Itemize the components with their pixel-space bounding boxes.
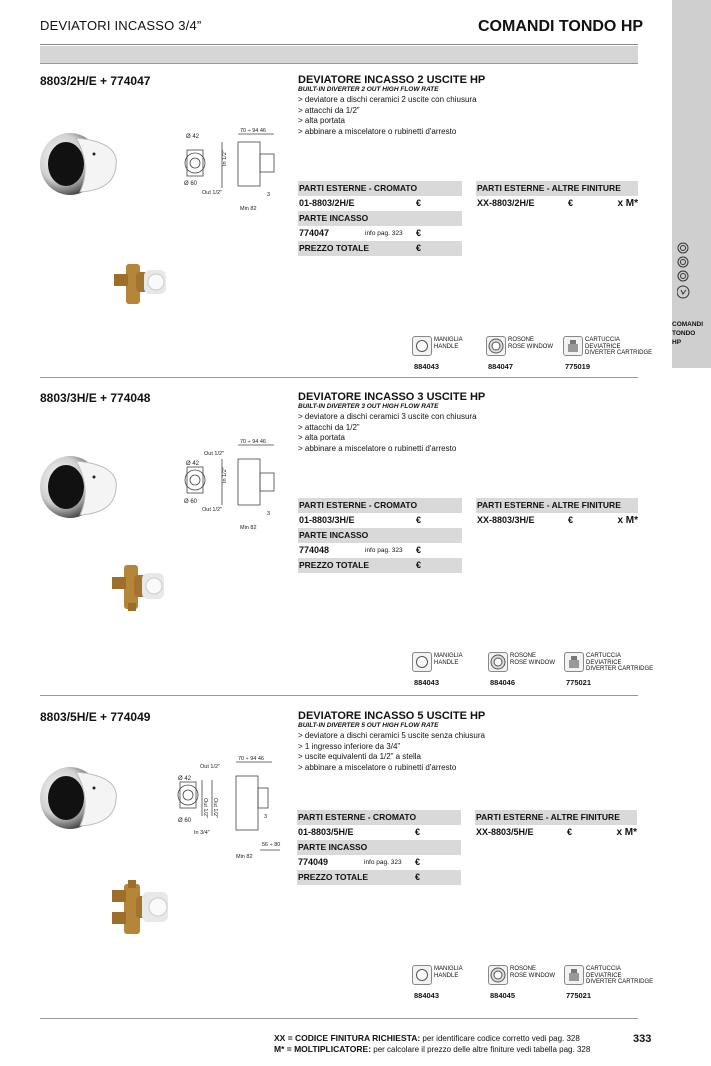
dim-label: Out 1/2" bbox=[202, 190, 222, 196]
dim-label: Out 1/2" bbox=[212, 798, 218, 818]
technical-drawing bbox=[182, 128, 282, 214]
product-features: > deviatore a dischi ceramici 5 uscite senza chiusura > 1 ingresso inferiore da 3/4” > uscite equivalenti da 1/2” a stella > abbinare a miscelatore o rubinetti d'arresto bbox=[298, 731, 485, 772]
handle-image bbox=[36, 762, 122, 832]
product-features: > deviatore a dischi ceramici 2 uscite con chiusura > attacchi da 1/2” > alta portata > abbinare a miscelatore o rubinetti d'arresto bbox=[298, 95, 477, 136]
header-divider bbox=[40, 44, 638, 45]
legend-key: M* bbox=[274, 1044, 285, 1054]
side-tab-icons bbox=[677, 242, 689, 307]
accessory-code: 884046 bbox=[490, 678, 516, 687]
builtin-body-image bbox=[108, 563, 170, 613]
dim-label: Ø 42 bbox=[186, 134, 200, 140]
price-euro: € bbox=[416, 198, 422, 208]
other-finish-code: XX-8803/3H/E bbox=[477, 515, 535, 525]
accessory-code: 775021 bbox=[566, 678, 592, 687]
price-euro: € bbox=[416, 515, 422, 525]
info-link[interactable]: info pag. 323 bbox=[365, 547, 403, 554]
dim-label: Ø 42 bbox=[186, 461, 200, 467]
total-label: PREZZO TOTALE bbox=[299, 243, 370, 253]
cartridge-icon bbox=[568, 655, 580, 669]
dim-label: Out 1/2" bbox=[202, 798, 208, 818]
price-euro: € bbox=[416, 545, 422, 555]
dim-label: In 1/2" bbox=[222, 467, 228, 483]
handle-icon bbox=[415, 339, 429, 353]
accessory-code: 884047 bbox=[488, 362, 514, 371]
accessory-code: 775021 bbox=[566, 991, 592, 1000]
side-tab-label: COMANDI TONDO HP bbox=[672, 321, 704, 346]
dim-label: 3 bbox=[264, 814, 268, 820]
page-title: COMANDI TONDO HP bbox=[478, 18, 644, 35]
multiplier: x M* bbox=[617, 198, 638, 209]
dim-label: 3 bbox=[267, 192, 271, 198]
product-features: > deviatore a dischi ceramici 3 uscite con chiusura > attacchi da 1/2” > alta portata > abbinare a miscelatore o rubinetti d'arresto bbox=[298, 412, 477, 453]
product-subtitle: BUILT-IN DIVERTER 2 OUT HIGH FLOW RATE bbox=[298, 86, 439, 93]
table-header: PARTI ESTERNE - CROMATO bbox=[298, 812, 417, 822]
table-header: PARTE INCASSO bbox=[299, 213, 369, 223]
accessory-code: 775019 bbox=[565, 362, 591, 371]
product-subtitle: BUILT-IN DIVERTER 5 OUT HIGH FLOW RATE bbox=[298, 722, 439, 729]
price-euro: € bbox=[568, 515, 574, 525]
table-header: PARTE INCASSO bbox=[299, 530, 369, 540]
other-finish-code: XX-8803/2H/E bbox=[477, 198, 535, 208]
price-euro: € bbox=[415, 857, 421, 867]
price-euro: € bbox=[567, 827, 573, 837]
dim-label: Min 82 bbox=[236, 854, 253, 860]
table-header: PARTI ESTERNE - ALTRE FINITURE bbox=[477, 500, 621, 510]
dim-label: 3 bbox=[267, 511, 271, 517]
chrome-code: 01-8803/5H/E bbox=[298, 827, 354, 837]
footer-divider bbox=[40, 1018, 638, 1019]
dim-label: 56 ÷ 80 bbox=[262, 842, 281, 848]
table-header: PARTI ESTERNE - ALTRE FINITURE bbox=[476, 812, 620, 822]
chrome-price-table bbox=[297, 810, 461, 885]
rose-icon bbox=[490, 967, 506, 983]
table-header: PARTI ESTERNE - CROMATO bbox=[299, 500, 418, 510]
price-euro: € bbox=[416, 560, 422, 570]
legend-label: = CODICE FINITURA RICHIESTA: bbox=[285, 1033, 421, 1043]
dim-label: Ø 60 bbox=[184, 181, 198, 187]
accessory-code: 884043 bbox=[414, 362, 440, 371]
side-tab[interactable] bbox=[672, 0, 711, 368]
price-euro: € bbox=[415, 872, 421, 882]
dim-label: Min 82 bbox=[240, 525, 257, 531]
legend-key: XX bbox=[274, 1033, 286, 1043]
info-link[interactable]: info pag. 323 bbox=[364, 859, 402, 866]
chrome-price-table bbox=[298, 181, 462, 256]
info-link[interactable]: info pag. 323 bbox=[365, 230, 403, 237]
dim-label: Min 82 bbox=[240, 206, 257, 212]
product-section: 8803/3H/E + 774048 DEVIATORE INCASSO 3 USCITE HP BUILT-IN DIVERTER 3 OUT HIGH FLOW RATE > deviatore a dischi ceramici 3 uscite con chiusura > attacchi da 1/2” > alta portata > abbinare a miscelatore o rubinetti d'arresto Ø 42 Ø 60 70 ÷ 94 46 Out 1/2" Out 1/2" In 1/2" Min 82 3 PARTI ESTERNE - CROMATO 01-8803/3H/E € PARTE INCASSO 774048 info pag. 323 € PREZZO TOTALE € PARTI ESTERNE - ALTRE FINITURE XX-8803/3H/E € x M* MANIGLIA HANDLE 884043 ROSONE ROSE WINDOW 884046 CARTUCCIA DEVIATRICE DIVERTER CARTRIDGE 775021 bbox=[0, 391, 672, 691]
technical-drawing bbox=[182, 439, 282, 535]
chrome-price-table bbox=[298, 498, 462, 573]
product-title: DEVIATORE INCASSO 3 USCITE HP bbox=[298, 391, 486, 403]
dim-label: In 3/4" bbox=[194, 830, 210, 836]
accessory-code: 884043 bbox=[414, 678, 440, 687]
handle-icon bbox=[415, 968, 429, 982]
multiplier: x M* bbox=[616, 827, 637, 838]
price-euro: € bbox=[416, 243, 422, 253]
page-section-title: DEVIATORI INCASSO 3/4” bbox=[40, 18, 202, 33]
product-title: DEVIATORE INCASSO 5 USCITE HP bbox=[298, 710, 486, 722]
section-divider bbox=[40, 695, 638, 696]
legend-text: per identificare codice corretto vedi pag. 328 bbox=[420, 1034, 580, 1043]
product-subtitle: BUILT-IN DIVERTER 3 OUT HIGH FLOW RATE bbox=[298, 403, 439, 410]
price-euro: € bbox=[416, 228, 422, 238]
total-label: PREZZO TOTALE bbox=[299, 560, 370, 570]
page-number: 333 bbox=[633, 1033, 652, 1045]
other-finish-code: XX-8803/5H/E bbox=[476, 827, 534, 837]
builtin-code: 774049 bbox=[298, 857, 329, 867]
total-label: PREZZO TOTALE bbox=[298, 872, 369, 882]
dim-label: Out 1/2" bbox=[204, 451, 224, 457]
builtin-body-image bbox=[110, 260, 172, 308]
builtin-body-image bbox=[110, 880, 176, 938]
other-finish-price-table bbox=[476, 498, 638, 528]
cartridge-icon bbox=[568, 968, 580, 982]
dim-label: 70 ÷ 94 46 bbox=[238, 756, 264, 762]
product-title: DEVIATORE INCASSO 2 USCITE HP bbox=[298, 74, 486, 86]
table-header: PARTI ESTERNE - ALTRE FINITURE bbox=[477, 183, 621, 193]
builtin-code: 774048 bbox=[299, 545, 330, 555]
handle-icon bbox=[415, 655, 429, 669]
header-band bbox=[40, 46, 638, 64]
product-code-title: 8803/2H/E + 774047 bbox=[40, 74, 151, 88]
accessory-code: 884043 bbox=[414, 991, 440, 1000]
handle-image bbox=[36, 451, 122, 521]
cartridge-icon bbox=[567, 339, 579, 353]
product-code-title: 8803/5H/E + 774049 bbox=[40, 710, 151, 724]
accessory-code: 884045 bbox=[490, 991, 516, 1000]
technical-drawing bbox=[176, 754, 288, 862]
table-header: PARTI ESTERNE - CROMATO bbox=[299, 183, 418, 193]
dim-label: 70 ÷ 94 46 bbox=[240, 128, 266, 134]
dim-label: Out 1/2" bbox=[202, 507, 222, 513]
table-header: PARTE INCASSO bbox=[298, 842, 368, 852]
other-finish-price-table bbox=[476, 181, 638, 211]
legend-text: per calcolare il prezzo delle altre finiture vedi tabella pag. 328 bbox=[371, 1045, 591, 1054]
dim-label: Out 1/2" bbox=[200, 764, 220, 770]
price-euro: € bbox=[568, 198, 574, 208]
dim-label: 70 ÷ 94 46 bbox=[240, 439, 266, 445]
dim-label: Ø 60 bbox=[178, 818, 192, 824]
section-divider bbox=[40, 377, 638, 378]
dim-label: Ø 42 bbox=[178, 776, 192, 782]
price-euro: € bbox=[415, 827, 421, 837]
builtin-code: 774047 bbox=[299, 228, 330, 238]
handle-image bbox=[36, 128, 122, 198]
product-section: 8803/2H/E + 774047 DEVIATORE INCASSO 2 USCITE HP BUILT-IN DIVERTER 2 OUT HIGH FLOW RATE > deviatore a dischi ceramici 2 uscite con chiusura > attacchi da 1/2” > alta portata > abbinare a miscelatore o rubinetti d'arresto Ø 42 Ø 60 70 ÷ 94 46 Out 1/2" In 1/2" Min 82 3 PARTI ESTERNE - CROMATO 01-8803/2H/E € PARTE INCASSO 774047 info pag. 323 € PREZZO TOTALE € PARTI ESTERNE - ALTRE FINITURE XX-8803/2H/E € x M* MANIGLIA HANDLE 884043 ROSONE ROSE WINDOW 884047 CARTUCCIA DEVIATRICE DIVERTER CARTRIDGE 775019 bbox=[0, 74, 672, 374]
product-section: 8803/5H/E + 774049 DEVIATORE INCASSO 5 USCITE HP BUILT-IN DIVERTER 5 OUT HIGH FLOW RATE > deviatore a dischi ceramici 5 uscite senza chiusura > 1 ingresso inferiore da 3/4” > uscite equivalenti da 1/2” a stella > abbinare a miscelatore o rubinetti d'arresto Out 1/2" Ø 42 Ø 60 In 3/4" 70 ÷ 94 46 Out 1/2" Out 1/2" 3 56 ÷ 80 Min 82 PARTI ESTERNE - CROMATO 01-8803/5H/E € PARTE INCASSO 774049 info pag. 323 € PREZZO TOTALE € PARTI ESTERNE - ALTRE FINITURE XX-8803/5H/E € x M* MANIGLIA HANDLE 884043 ROSONE ROSE WINDOW 884045 CARTUCCIA DEVIATRICE DIVERTER CARTRIDGE 775021 bbox=[0, 710, 672, 1010]
dim-label: Ø 60 bbox=[184, 499, 198, 505]
chrome-code: 01-8803/2H/E bbox=[299, 198, 355, 208]
legend-label: = MOLTIPLICATORE: bbox=[284, 1044, 372, 1054]
dim-label: In 1/2" bbox=[222, 150, 228, 166]
chrome-code: 01-8803/3H/E bbox=[299, 515, 355, 525]
rose-icon bbox=[488, 338, 504, 354]
other-finish-price-table bbox=[475, 810, 637, 840]
product-code-title: 8803/3H/E + 774048 bbox=[40, 391, 151, 405]
footer-legend bbox=[274, 1033, 590, 1055]
multiplier: x M* bbox=[617, 515, 638, 526]
rose-icon bbox=[490, 654, 506, 670]
diverter-position-icon bbox=[677, 243, 689, 298]
